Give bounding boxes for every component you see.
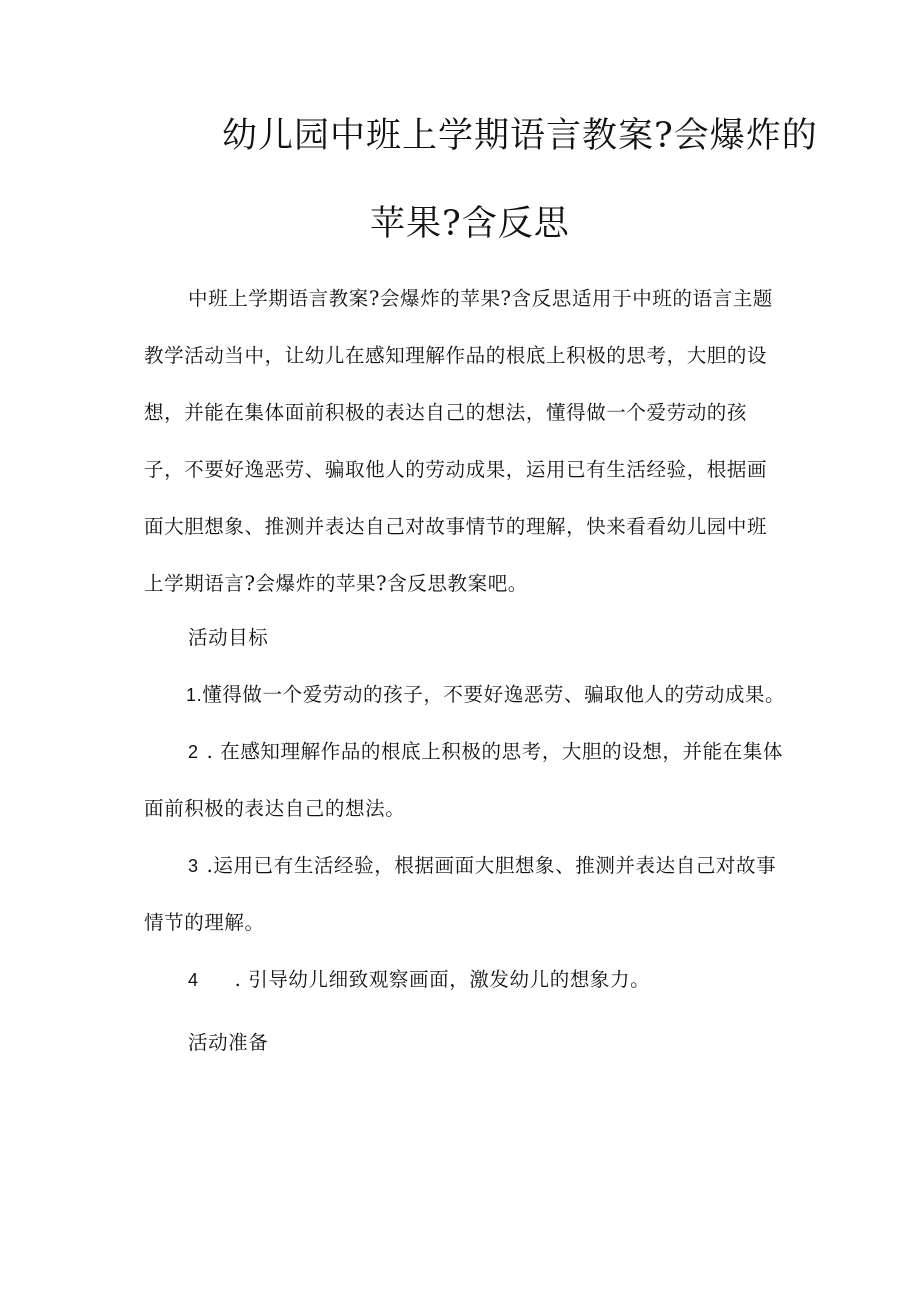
goal-item-2 [188,740,783,764]
document-title-line-2: 苹果?含反思 [370,204,570,244]
goal-item-text: .运用已有生活经验，根据画面大胆想象、推测并表达自己对故事 [206,854,777,877]
goal-item-2-continuation: 面前积极的表达自己的想法。 [144,797,406,820]
goal-item-3-continuation: 情节的理解。 [144,911,265,934]
goal-item-number: 3 [188,856,199,876]
intro-paragraph-line: 面大胆想象、推测并表达自己对故事情节的理解，快来看看幼儿园中班 [144,515,768,538]
intro-paragraph-line: 子，不要好逸恶劳、骗取他人的劳动成果，运用已有生活经验，根据画 [144,458,768,481]
intro-paragraph-line: 上学期语言?会爆炸的苹果?含反思教案吧。 [144,572,528,595]
goal-item-text: . 引导幼儿细致观察画面，激发幼儿的想象力。 [234,968,651,991]
intro-paragraph-line: 中班上学期语言教案?会爆炸的苹果?含反思适用于中班的语言主题 [188,287,773,310]
section-heading-preparation: 活动准备 [188,1031,269,1054]
goal-item-number: 2 [188,742,199,762]
document-title-line-1: 幼儿园中班上学期语言教案?会爆炸的 [222,116,818,156]
goal-item-number: 1. [186,685,203,705]
goal-item-1 [186,683,785,707]
section-heading-goals: 活动目标 [188,626,269,649]
goal-item-text: . 在感知理解作品的根底上积极的思考，大胆的设想，并能在集体 [206,740,784,763]
goal-item-3 [188,854,776,878]
goal-item-number: 4 [188,970,199,990]
goal-item-4 [188,968,650,992]
intro-paragraph-line: 想，并能在集体面前积极的表达自己的想法，懂得做一个爱劳动的孩 [144,401,748,424]
goal-item-text: 懂得做一个爱劳动的孩子，不要好逸恶劳、骗取他人的劳动成果。 [202,683,786,706]
intro-paragraph-line: 教学活动当中，让幼儿在感知理解作品的根底上积极的思考，大胆的设 [144,344,768,367]
